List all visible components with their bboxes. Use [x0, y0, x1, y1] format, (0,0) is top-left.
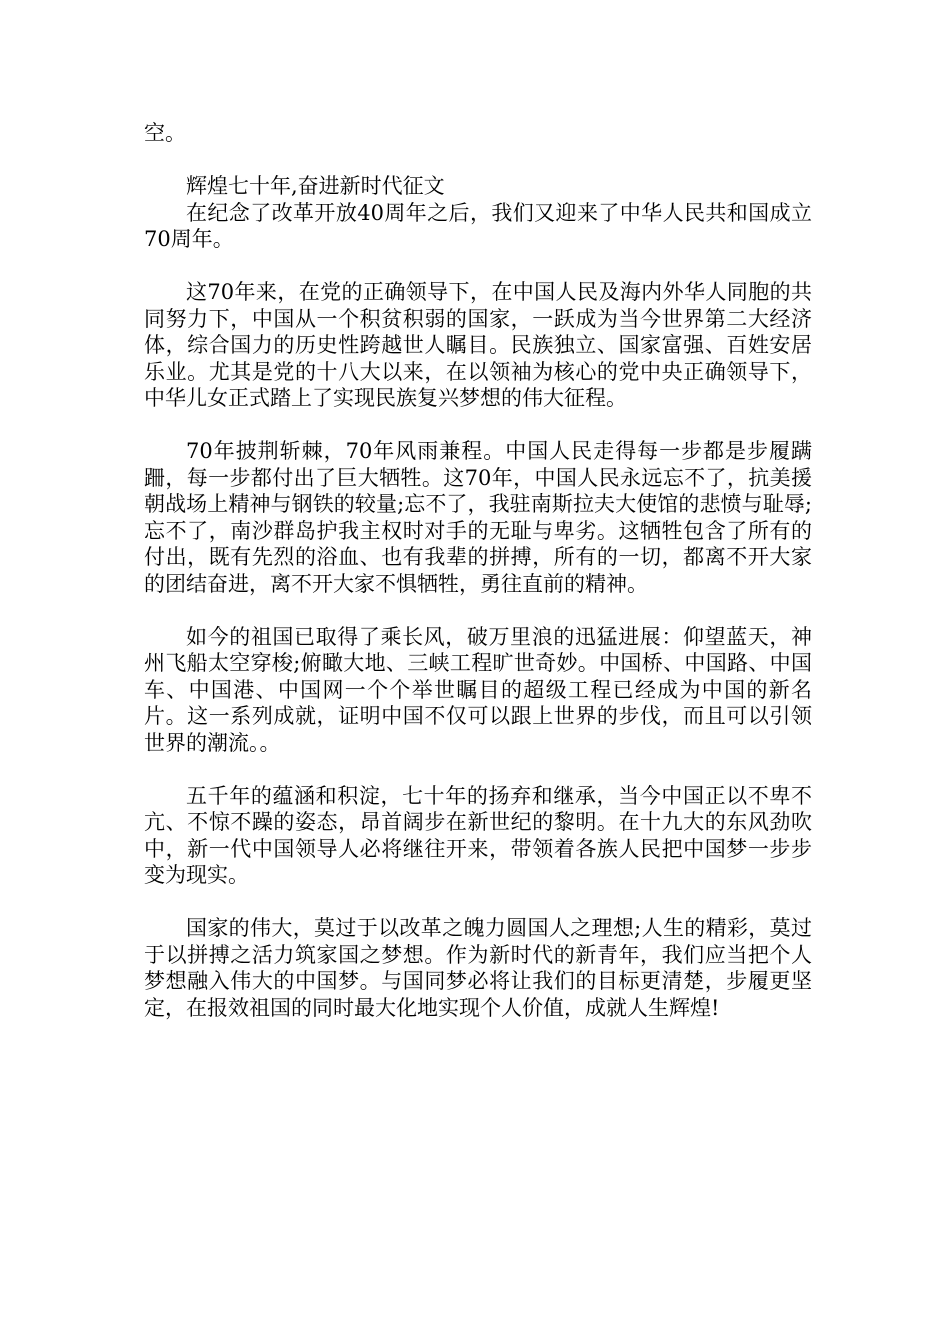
paragraph-achievements: 如今的祖国已取得了乘长风，破万里浪的迅猛进展：仰望蓝天，神州飞船太空穿梭;俯瞰大地、三峡工程旷世奇妙。中国桥、中国路、中国车、中国港、中国网一个个举世瞩目的超级工程已经成为中国的新名片。这一系列成就，证明中国不仅可以跟上世界的步伐，而且可以引领世界的潮流。。 — [144, 624, 812, 755]
paragraph-heritage: 五千年的蕴涵和积淀，七十年的扬弃和继承，当今中国正以不卑不亢、不惊不躁的姿态，昂首阔步在新世纪的黎明。在十九大的东风劲吹中，新一代中国领导人必将继往开来，带领着各族人民把中国梦一步步变为现实。 — [144, 783, 812, 887]
paragraph-intro: 在纪念了改革开放40周年之后，我们又迎来了中华人民共和国成立70周年。 — [144, 200, 812, 251]
paragraph-seventy-years: 这70年来，在党的正确领导下，在中国人民及海内外华人同胞的共同努力下，中国从一个积贫积弱的国家，一跃成为当今世界第二大经济体，综合国力的历史性跨越世人瞩目。民族独立、国家富强、百姓安居乐业。尤其是党的十八大以来，在以领袖为核心的党中央正确领导下，中华儿女正式踏上了实现民族复兴梦想的伟大征程。 — [144, 280, 812, 410]
essay-title: 辉煌七十年,奋进新时代征文 — [186, 174, 445, 198]
leading-fragment: 空。 — [144, 121, 186, 145]
paragraph-sacrifice: 70年披荆斩棘，70年风雨兼程。中国人民走得每一步都是步履蹒跚，每一步都付出了巨大牺牲。这70年，中国人民永远忘不了，抗美援朝战场上精神与钢铁的较量;忘不了，我驻南斯拉夫大使馆的悲愤与耻辱;忘不了，南沙群岛护我主权时对手的无耻与卑劣。这牺牲包含了所有的付出，既有先烈的浴血、也有我辈的拼搏，所有的一切，都离不开大家的团结奋进，离不开大家不惧牺牲，勇往直前的精神。 — [144, 439, 812, 596]
paragraph-conclusion: 国家的伟大，莫过于以改革之魄力圆国人之理想;人生的精彩，莫过于以拼搏之活力筑家国之梦想。作为新时代的新青年，我们应当把个人梦想融入伟大的中国梦。与国同梦必将让我们的目标更清楚，步履更坚定，在报效祖国的同时最大化地实现个人价值，成就人生辉煌! — [144, 916, 812, 1020]
document-body — [144, 120, 812, 1021]
